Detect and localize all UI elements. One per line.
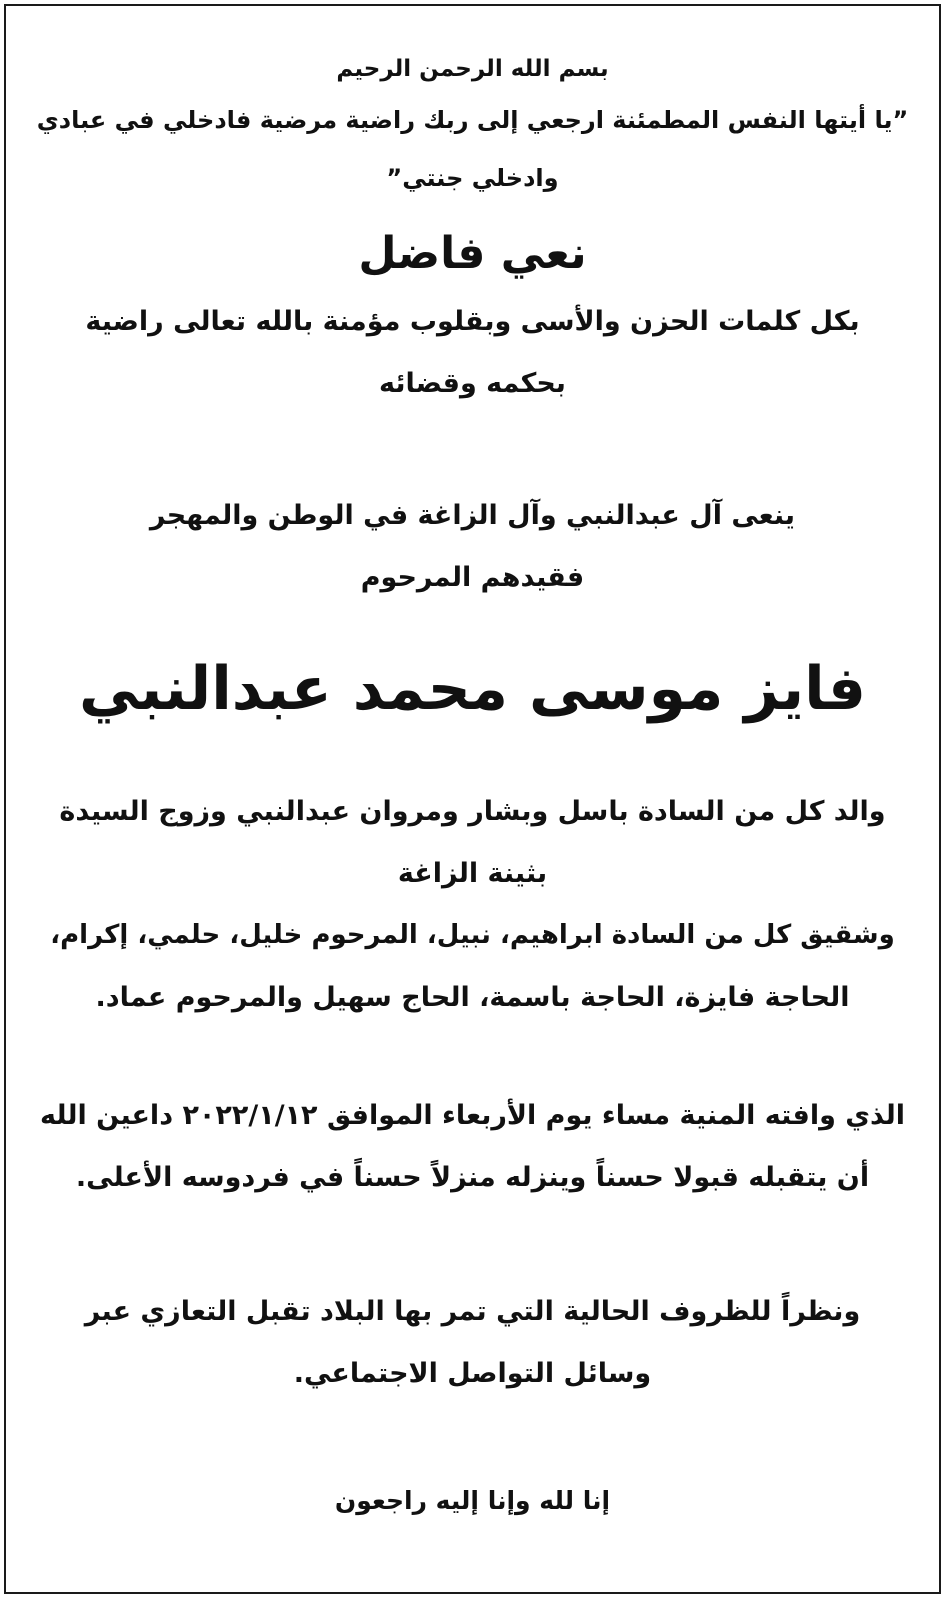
quran-verse-line-1: ”يا أيتها النفس المطمئنة ارجعي إلى ربك راضية مرضية فادخلي في عبادي (36, 106, 909, 134)
closing-phrase: إنا لله وإنا إليه راجعون (334, 1486, 611, 1515)
quran-verse-line-2: وادخلي جنتي” (386, 164, 559, 192)
relatives-line-3: وشقيق كل من السادة ابراهيم، نبيل، المرحوم خليل، حلمي، إكرام، (50, 920, 895, 950)
intro-line-2: بحكمه وقضائه (379, 368, 566, 399)
basmala: بسم الله الرحمن الرحيم (336, 56, 609, 82)
relatives-line-1: والد كل من السادة باسل وبشار ومروان عبدالنبي وزوج السيدة (59, 796, 886, 827)
relatives-line-4: الحاجة فايزة، الحاجة باسمة، الحاج سهيل والمرحوم عماد. (95, 982, 850, 1013)
death-details-line-2: أن يتقبله قبولا حسناً وينزله منزلاً حسناً في فردوسه الأعلى. (75, 1162, 870, 1193)
relatives-line-2: بثينة الزاغة (397, 858, 548, 889)
deceased-name: فايز موسى محمد عبدالنبي (78, 654, 866, 724)
obituary-frame (4, 4, 941, 1594)
death-details-line-1: الذي وافته المنية مساء يوم الأربعاء الموافق ٢٠٢٢/١/١٢ داعين الله (39, 1100, 906, 1131)
obituary-title: نعي فاضل (358, 228, 587, 279)
announcement-line-1: ينعى آل عبدالنبي وآل الزاغة في الوطن والمهجر (149, 500, 796, 531)
condolences-line-1: ونظراً للظروف الحالية التي تمر بها البلاد تقبل التعازي عبر (84, 1296, 861, 1327)
condolences-line-2: وسائل التواصل الاجتماعي. (293, 1358, 652, 1389)
intro-line-1: بكل كلمات الحزن والأسى وبقلوب مؤمنة بالله تعالى راضية (85, 306, 860, 337)
announcement-line-2: فقيدهم المرحوم (360, 562, 585, 593)
